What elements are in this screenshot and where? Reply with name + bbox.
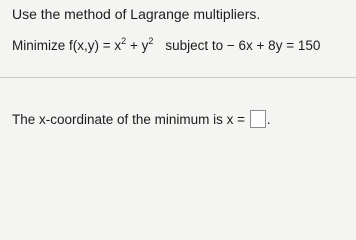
instruction-text: Use the method of Lagrange multipliers. <box>12 6 261 22</box>
answer-prompt: The x-coordinate of the minimum is x = <box>12 112 245 127</box>
answer-period: . <box>266 112 271 127</box>
exponent-x: 2 <box>121 36 127 46</box>
problem-statement <box>12 37 320 55</box>
answer-input-box[interactable] <box>250 110 266 128</box>
section-divider <box>0 77 356 78</box>
constraint-equation: − 6x + 8y = 150 <box>226 38 321 53</box>
answer-row <box>12 110 271 129</box>
objective-function: $f(x,y) = x^2 + y^2$ <box>69 36 154 53</box>
minimize-label: Minimize <box>12 38 66 53</box>
exponent-y: 2 <box>148 36 154 46</box>
subject-to-label: subject to <box>165 38 224 53</box>
